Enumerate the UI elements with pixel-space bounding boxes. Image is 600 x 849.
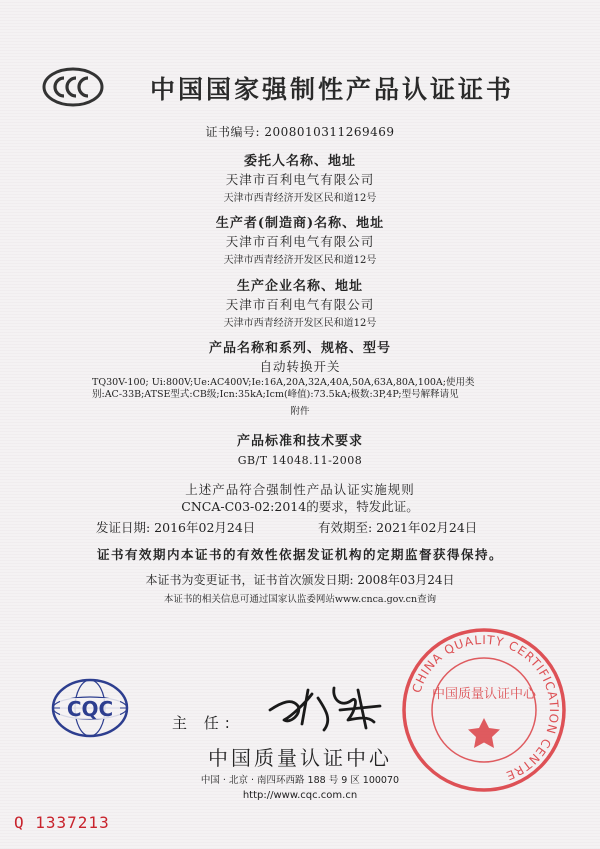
info-note: 本证书的相关信息可通过国家认监委网站www.cnca.gov.cn查询 bbox=[163, 594, 437, 605]
manufacturer-heading: 生产者(制造商)名称、地址 bbox=[215, 216, 385, 231]
rules-line-1: 上述产品符合强制性产品认证实施规则 bbox=[185, 482, 415, 497]
official-seal bbox=[400, 626, 568, 794]
serial-number: Q 1337213 bbox=[14, 813, 110, 832]
certificate-title: 中国国家强制性产品认证证书 bbox=[150, 75, 515, 104]
product-heading: 产品名称和系列、规格、型号 bbox=[208, 341, 391, 356]
applicant-name: 天津市百利电气有限公司 bbox=[225, 172, 375, 187]
rules-line-2: CNCA-C03-02:2014的要求，特发此证。 bbox=[181, 499, 419, 514]
svg-text:中国质量认证中心: 中国质量认证中心 bbox=[431, 687, 537, 702]
factory-name: 天津市百利电气有限公司 bbox=[225, 297, 375, 312]
standards-heading: 产品标准和技术要求 bbox=[236, 434, 363, 449]
certificate-number: 证书编号: 2008010311269469 bbox=[205, 125, 395, 139]
issuer-name: 中国质量认证中心 bbox=[208, 746, 392, 770]
manufacturer-name: 天津市百利电气有限公司 bbox=[225, 234, 375, 249]
standards-value: GB/T 14048.11-2008 bbox=[237, 454, 363, 467]
applicant-heading: 委托人名称、地址 bbox=[243, 154, 356, 169]
manufacturer-address: 天津市西青经济开发区民和道12号 bbox=[223, 255, 377, 266]
validity-note: 证书有效期内本证书的有效性依据发证机构的定期监督获得保持。 bbox=[96, 547, 503, 562]
cqc-logo-icon bbox=[50, 677, 130, 739]
svg-text:CHINA QUALITY CERTIFICATION CE: CHINA QUALITY CERTIFICATION CENTRE bbox=[409, 632, 562, 784]
issuer-website: http://www.cqc.com.cn bbox=[242, 790, 358, 801]
valid-until-date: 有效期至: 2021年02月24日 bbox=[318, 520, 478, 535]
director-signature bbox=[262, 680, 392, 736]
product-specs bbox=[92, 377, 512, 401]
applicant-address: 天津市西青经济开发区民和道12号 bbox=[223, 193, 377, 204]
spec-line-1: TQ30V-100; Ui:800V;Ue:AC400V;Ie:16A,20A,32A,40A,50A,63A,80A,100A;使用类 bbox=[92, 377, 475, 388]
director-label: 主 任: bbox=[172, 714, 236, 732]
change-note: 本证书为变更证书，证书首次颁发日期: 2008年03月24日 bbox=[145, 573, 455, 587]
cqc-logo-text: CQC bbox=[66, 697, 114, 721]
product-name: 自动转换开关 bbox=[259, 359, 341, 374]
issue-date: 发证日期: 2016年02月24日 bbox=[96, 520, 256, 535]
factory-address: 天津市西青经济开发区民和道12号 bbox=[223, 318, 377, 329]
spec-line-2: 别:AC-33B;ATSE型式:CB级;Icn:35kA;Icm(峰值):73.5kA;极数:3P,4P;型号解释请见 bbox=[92, 389, 459, 400]
ccc-mark-icon bbox=[42, 67, 104, 107]
issuer-address: 中国 · 北京 · 南四环西路 188 号 9 区 100070 bbox=[200, 775, 400, 786]
spec-line-3: 附件 bbox=[290, 406, 310, 417]
factory-heading: 生产企业名称、地址 bbox=[236, 279, 363, 294]
